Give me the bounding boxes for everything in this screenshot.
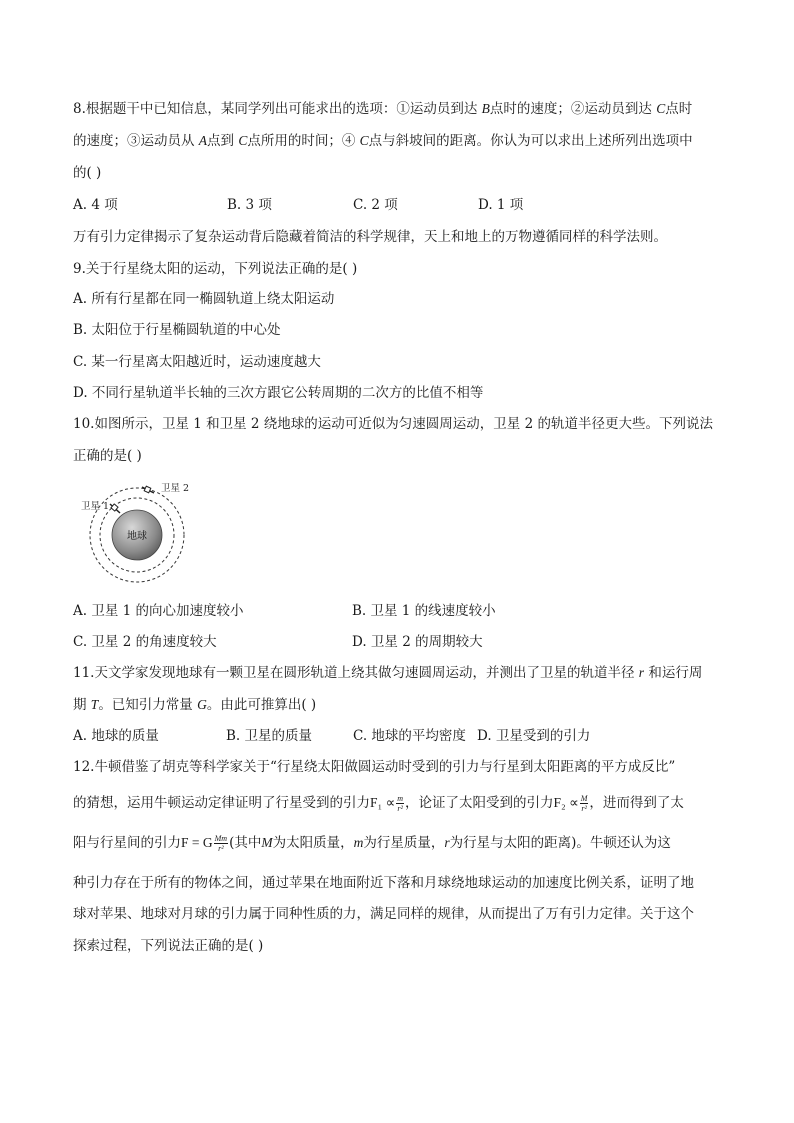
q12-stem-line2: 的猜想，运用牛顿运动定律证明了行星受到的引力F₁ ∝ $\frac{m}{\text{r²}}$ ，论证了太阳受到的引力F₂ ∝ $\frac{M}{\text{r²}}$ ，进而得到了太 — [73, 794, 684, 813]
q10-stem-line2: 正确的是( ) — [73, 448, 142, 464]
q12-stem-line1: 12.牛顿借鉴了胡克等科学家关于“行星绕太阳做圆运动时受到的引力与行星到太阳距离的平方成反比” — [73, 759, 676, 775]
satellite-orbit-figure — [75, 476, 210, 596]
q11-stem-line2: 期 T。已知引力常量 G。由此可推算出( ) — [73, 697, 317, 713]
q11-option-c: C. 地球的平均密度 — [353, 728, 466, 744]
q8-option-a: A. 4 项 — [73, 197, 118, 213]
q8-stem-line2: 的速度；③运动员从 A点到 C点所用的时间；④ C点与斜坡间的距离。你认为可以求出上述所列出选项中 — [73, 133, 693, 149]
orbit-diagram — [75, 476, 210, 596]
fraction-M-over-r2: $\frac{M}{\text{r²}}$ — [580, 794, 588, 813]
q8-option-d: D. 1 项 — [478, 197, 524, 213]
satellite-2-label: 卫星 2 — [161, 483, 190, 494]
q11-option-b: B. 卫星的质量 — [226, 728, 313, 744]
q11-stem-line1: 11.天文学家发现地球有一颗卫星在圆形轨道上绕其做匀速圆周运动，并测出了卫星的轨道半径 r 和运行周 — [73, 665, 703, 681]
q8-option-b: B. 3 项 — [227, 197, 272, 213]
fraction-Mm-over-r2: $\frac{Mm}{\text{r²}}$ — [214, 834, 228, 853]
q12-stem-line4: 种引力存在于所有的物体之间，通过苹果在地面附近下落和月球绕地球运动的加速度比例关系，证明了地 — [73, 875, 694, 891]
q8-stem-line1: 8.根据题干中已知信息，某同学列出可能求出的选项：①运动员到达 B点时的速度；②运动员到达 C点时 — [73, 101, 693, 117]
q10-option-c: C. 卫星 2 的角速度较大 — [73, 634, 217, 650]
q11-option-a: A. 地球的质量 — [73, 728, 159, 744]
q10-option-a: A. 卫星 1 的向心加速度较小 — [73, 603, 244, 619]
q8-option-c: C. 2 项 — [353, 197, 398, 213]
q10-option-d: D. 卫星 2 的周期较大 — [352, 634, 483, 650]
q9-stem: 9.关于行星绕太阳的运动，下列说法正确的是( ) — [73, 261, 358, 277]
earth-label: 地球 — [127, 531, 147, 542]
q10-stem-line1: 10.如图所示，卫星 1 和卫星 2 绕地球的运动可近似为匀速圆周运动，卫星 2 的轨道半径更大些。下列说法 — [73, 416, 713, 432]
fraction-m-over-r2: $\frac{m}{\text{r²}}$ — [397, 794, 404, 813]
satellite-1-icon — [110, 504, 120, 513]
satellite-2-icon — [142, 486, 154, 493]
q8-stem-line3: 的( ) — [73, 165, 102, 181]
q11-option-d: D. 卫星受到的引力 — [477, 728, 591, 744]
q9-option-b: B. 太阳位于行星椭圆轨道的中心处 — [73, 322, 281, 338]
section-intro: 万有引力定律揭示了复杂运动背后隐藏着简洁的科学规律，天上和地上的万物遵循同样的科学法则。 — [73, 229, 667, 245]
q9-option-a: A. 所有行星都在同一椭圆轨道上绕太阳运动 — [73, 291, 335, 307]
q12-stem-line5: 球对苹果、地球对月球的引力属于同种性质的力，满足同样的规律，从而提出了万有引力定律。关于这个 — [73, 906, 694, 922]
satellite-1-label: 卫星 1 — [81, 501, 110, 512]
q9-option-c: C. 某一行星离太阳越近时，运动速度越大 — [73, 354, 321, 370]
q12-stem-line6: 探索过程，下列说法正确的是( ) — [73, 938, 264, 954]
q9-option-d: D. 不同行星轨道半长轴的三次方跟它公转周期的二次方的比值不相等 — [73, 385, 484, 401]
q12-stem-line3: 阳与行星间的引力F = G $\frac{Mm}{\text{r²}}$ (其中M为太阳质量，m为行星质量，r为行星与太阳的距离)。牛顿还认为这 — [73, 834, 671, 853]
q10-option-b: B. 卫星 1 的线速度较小 — [352, 603, 496, 619]
